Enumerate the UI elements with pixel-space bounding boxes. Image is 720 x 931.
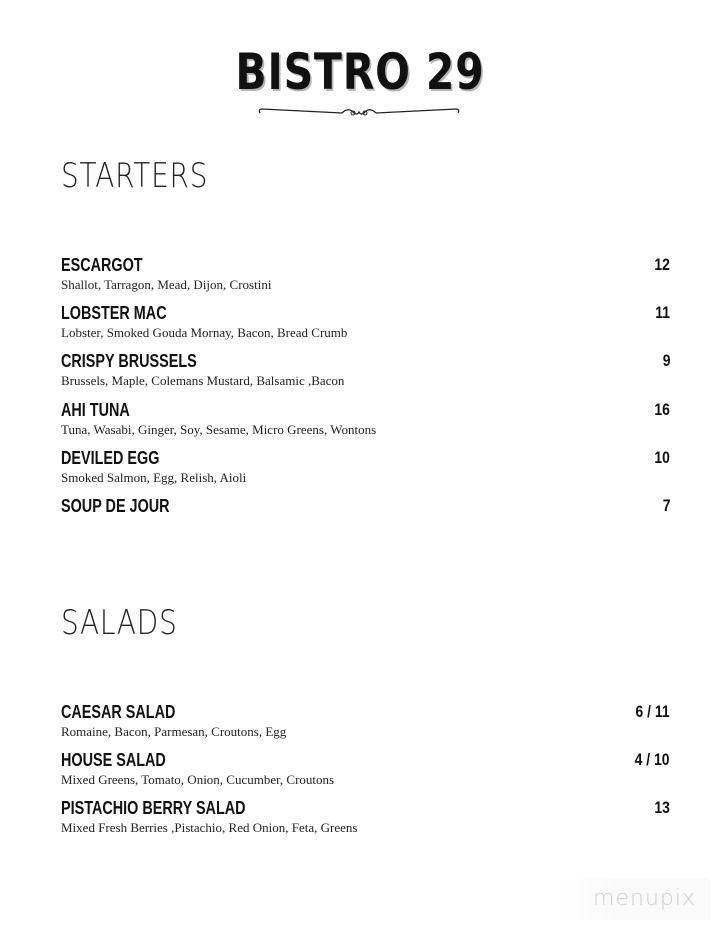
item-name: AHI TUNA bbox=[61, 400, 130, 420]
menu-item bbox=[61, 798, 670, 842]
section-title-starters: STARTERS bbox=[61, 156, 209, 196]
item-price: 11 bbox=[655, 303, 670, 322]
item-name: DEVILED EGG bbox=[61, 448, 160, 468]
menu-item bbox=[61, 702, 670, 746]
item-price: 10 bbox=[654, 448, 670, 467]
item-description: Smoked Salmon, Egg, Relish, Aioli bbox=[61, 470, 247, 485]
item-description: Tuna, Wasabi, Ginger, Soy, Sesame, Micro Greens, Wontons bbox=[61, 422, 377, 437]
section-title-salads: SALADS bbox=[61, 603, 178, 643]
flourish-divider-icon bbox=[256, 104, 462, 120]
item-name: ESCARGOT bbox=[61, 255, 143, 275]
item-price: 4 / 10 bbox=[635, 750, 670, 769]
item-price: 7 bbox=[662, 496, 670, 515]
item-price: 9 bbox=[662, 351, 670, 370]
item-description: Lobster, Smoked Gouda Mornay, Bacon, Bread Crumb bbox=[61, 325, 348, 340]
item-price: 13 bbox=[654, 798, 670, 817]
restaurant-title: BISTRO 29 bbox=[235, 43, 485, 101]
item-description: Brussels, Maple, Colemans Mustard, Balsamic ,Bacon bbox=[61, 373, 345, 388]
menu-item bbox=[61, 448, 670, 492]
item-name: CAESAR SALAD bbox=[61, 702, 176, 722]
item-name: CRISPY BRUSSELS bbox=[61, 351, 197, 371]
menu-item bbox=[61, 303, 670, 347]
item-name: LOBSTER MAC bbox=[61, 303, 167, 323]
item-name: HOUSE SALAD bbox=[61, 750, 166, 770]
item-description: Shallot, Tarragon, Mead, Dijon, Crostini bbox=[61, 277, 272, 292]
item-name: PISTACHIO BERRY SALAD bbox=[61, 798, 246, 818]
item-price: 12 bbox=[654, 255, 670, 274]
watermark bbox=[560, 878, 710, 920]
menu-item bbox=[61, 750, 670, 794]
watermark-text: menupix bbox=[593, 886, 696, 911]
menu-item bbox=[61, 255, 670, 299]
menu-item bbox=[61, 400, 670, 444]
item-price: 6 / 11 bbox=[635, 702, 670, 721]
item-name: SOUP DE JOUR bbox=[61, 496, 170, 516]
item-description: Mixed Fresh Berries ,Pistachio, Red Onion, Feta, Greens bbox=[61, 820, 358, 835]
menu-item bbox=[61, 496, 670, 540]
menu-item bbox=[61, 351, 670, 395]
item-price: 16 bbox=[654, 400, 670, 419]
item-description: Romaine, Bacon, Parmesan, Croutons, Egg bbox=[61, 724, 287, 739]
item-description: Mixed Greens, Tomato, Onion, Cucumber, Croutons bbox=[61, 772, 335, 787]
